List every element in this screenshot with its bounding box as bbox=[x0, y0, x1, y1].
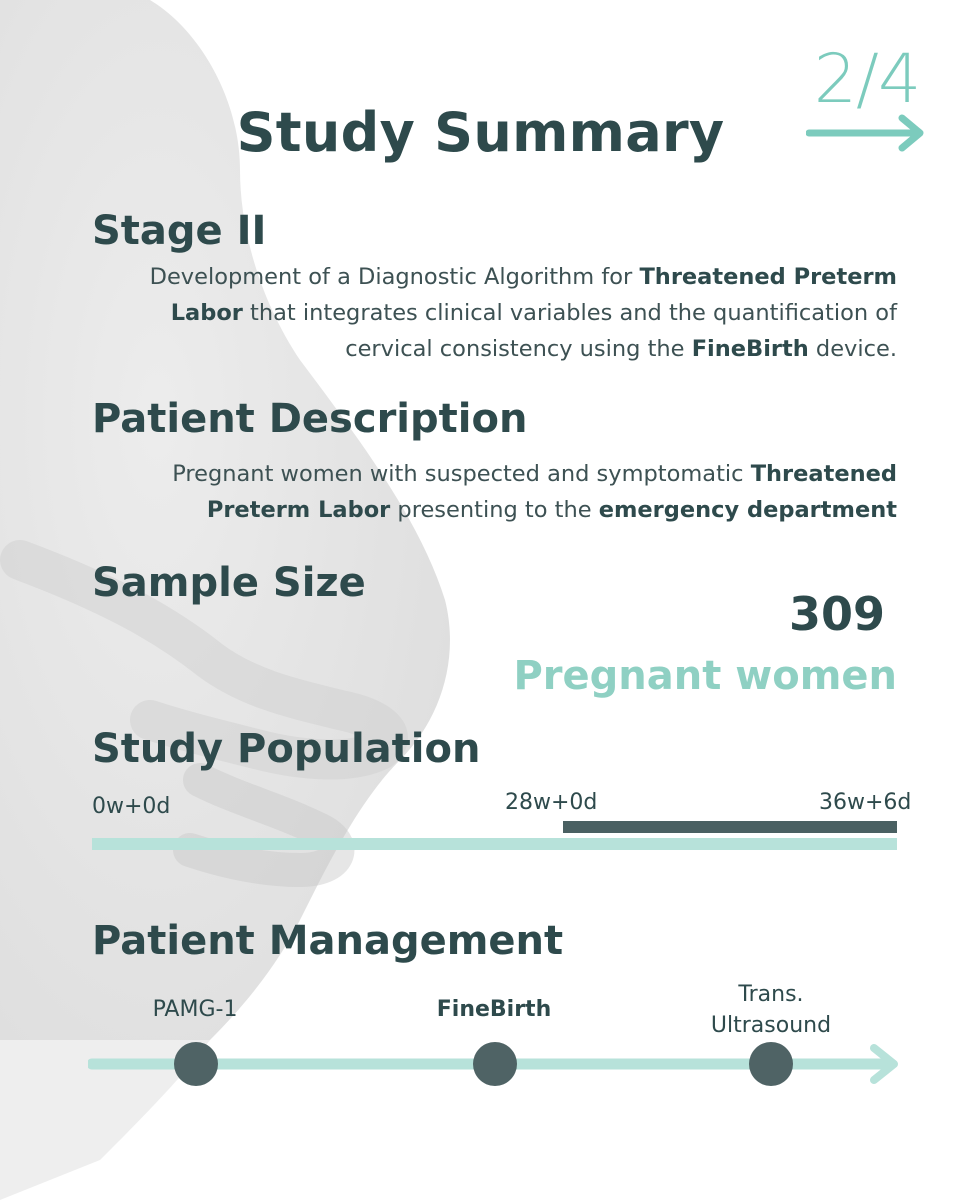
patient-bold-2: emergency department bbox=[598, 497, 897, 523]
step-label-ultrasound bbox=[686, 979, 856, 1041]
sample-size-heading: Sample Size bbox=[92, 560, 366, 606]
stage-bold-1b: Labor bbox=[170, 300, 243, 326]
timeline-dot-pamg1 bbox=[174, 1042, 218, 1086]
management-timeline bbox=[88, 1040, 908, 1090]
population-start-label: 0w+0d bbox=[92, 794, 171, 819]
population-range-start-label: 28w+0d bbox=[505, 790, 598, 815]
step-label-ultrasound-line2: Ultrasound bbox=[710, 1013, 832, 1038]
stage-bold-2: FineBirth bbox=[691, 336, 809, 362]
step-label-ultrasound-line1: Trans. bbox=[738, 982, 804, 1007]
stage-text-4: device. bbox=[808, 336, 897, 362]
patient-bold-1: Threatened bbox=[750, 461, 897, 487]
stage-description bbox=[97, 259, 897, 367]
patient-management-heading: Patient Management bbox=[92, 918, 564, 964]
patient-description-text bbox=[97, 456, 897, 528]
patient-bold-1b: Preterm Labor bbox=[206, 497, 391, 523]
patient-text-2: presenting to the bbox=[390, 497, 599, 523]
population-range-bar bbox=[563, 821, 897, 833]
stage-text-3: cervical consistency using the bbox=[345, 336, 692, 362]
patient-description-heading: Patient Description bbox=[92, 396, 528, 442]
sample-size-value: 309 bbox=[788, 587, 885, 641]
step-label-pamg1: PAMG-1 bbox=[152, 997, 238, 1022]
step-label-finebirth: FineBirth bbox=[436, 997, 552, 1022]
population-base-bar bbox=[92, 838, 897, 850]
page-number: 2/4 bbox=[813, 40, 921, 119]
patient-text-1: Pregnant women with suspected and symptomatic bbox=[172, 461, 751, 487]
stage-heading: Stage II bbox=[92, 208, 267, 254]
stage-text-2: that integrates clinical variables and the quantification of bbox=[242, 300, 897, 326]
stage-text-1: Development of a Diagnostic Algorithm for bbox=[149, 264, 640, 290]
timeline-dot-finebirth bbox=[473, 1042, 517, 1086]
sample-size-unit: Pregnant women bbox=[513, 653, 897, 699]
timeline-dot-ultrasound bbox=[749, 1042, 793, 1086]
study-population-heading: Study Population bbox=[92, 726, 481, 772]
stage-bold-1: Threatened Preterm bbox=[639, 264, 897, 290]
population-range-end-label: 36w+6d bbox=[819, 790, 912, 815]
page-title: Study Summary bbox=[236, 101, 725, 164]
